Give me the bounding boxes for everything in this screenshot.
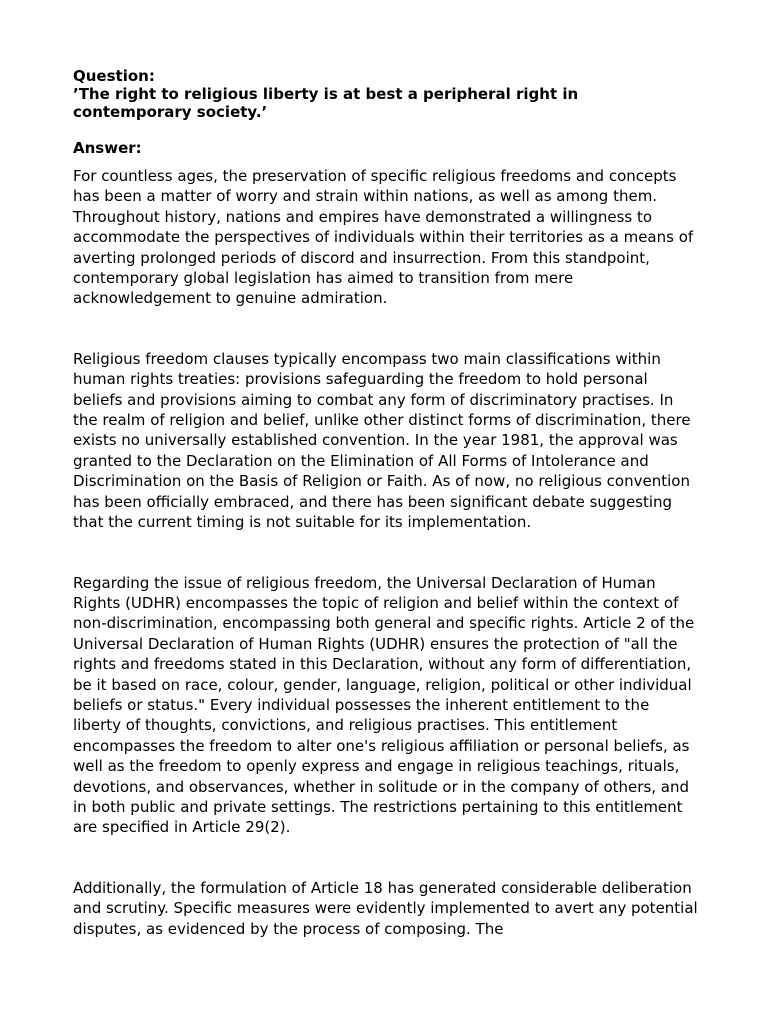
document-page <box>73 67 698 939</box>
answer-paragraph: Religious freedom clauses typically encompass two main classifications within human rights treaties: provisions safeguarding the freedom to hold personal beliefs and provisions aiming to combat any form of discriminatory practises. In the realm of religion and belief, unlike other distinct forms of discrimination, there exists no universally established convention. In the year 1981, the approval was granted to the Declaration on the Elimination of All Forms of Intolerance and Discrimination on the Basis of Religion or Faith. As of now, no religious convention has been officially embraced, and there has been significant debate suggesting that the current timing is not suitable for its implementation. <box>73 349 691 532</box>
answer-paragraph: Regarding the issue of religious freedom, the Universal Declaration of Human Rights (UDHR) encompasses the topic of religion and belief within the context of non-discrimination, encompassing both general and specific rights. Article 2 of the Universal Declaration of Human Rights (UDHR) ensures the protection of "all the rights and freedoms stated in this Declaration, without any form of differentiation, be it based on race, colour, gender, language, religion, political or other individual beliefs or status." Every individual possesses the inherent entitlement to the liberty of thoughts, convictions, and religious practises. This entitlement encompasses the freedom to alter one's religious affiliation or personal beliefs, as well as the freedom to openly express and engage in religious teachings, rituals, devotions, and observances, whether in solitude or in the company of others, and in both public and private settings. The restrictions pertaining to this entitlement are specified in Article 29(2). <box>73 573 695 837</box>
answer-label: Answer: <box>73 139 142 157</box>
question-text: ’The right to religious liberty is at best a peripheral right in contemporary society.’ <box>73 85 579 121</box>
answer-paragraph: For countless ages, the preservation of specific religious freedoms and concepts has been a matter of worry and strain within nations, as well as among them. Throughout history, nations and empires have demonstrated a willingness to accommodate the perspectives of individuals within their territories as a means of averting prolonged periods of discord and insurrection. From this standpoint, contemporary global legislation has aimed to transition from mere acknowledgement to genuine admiration. <box>73 167 694 308</box>
answer-paragraph: Additionally, the formulation of Article 18 has generated considerable deliberation and scrutiny. Specific measures were evidently implemented to avert any potential disputes, as evidenced by the process of composing. The <box>73 878 698 938</box>
question-label: Question: <box>73 67 155 85</box>
